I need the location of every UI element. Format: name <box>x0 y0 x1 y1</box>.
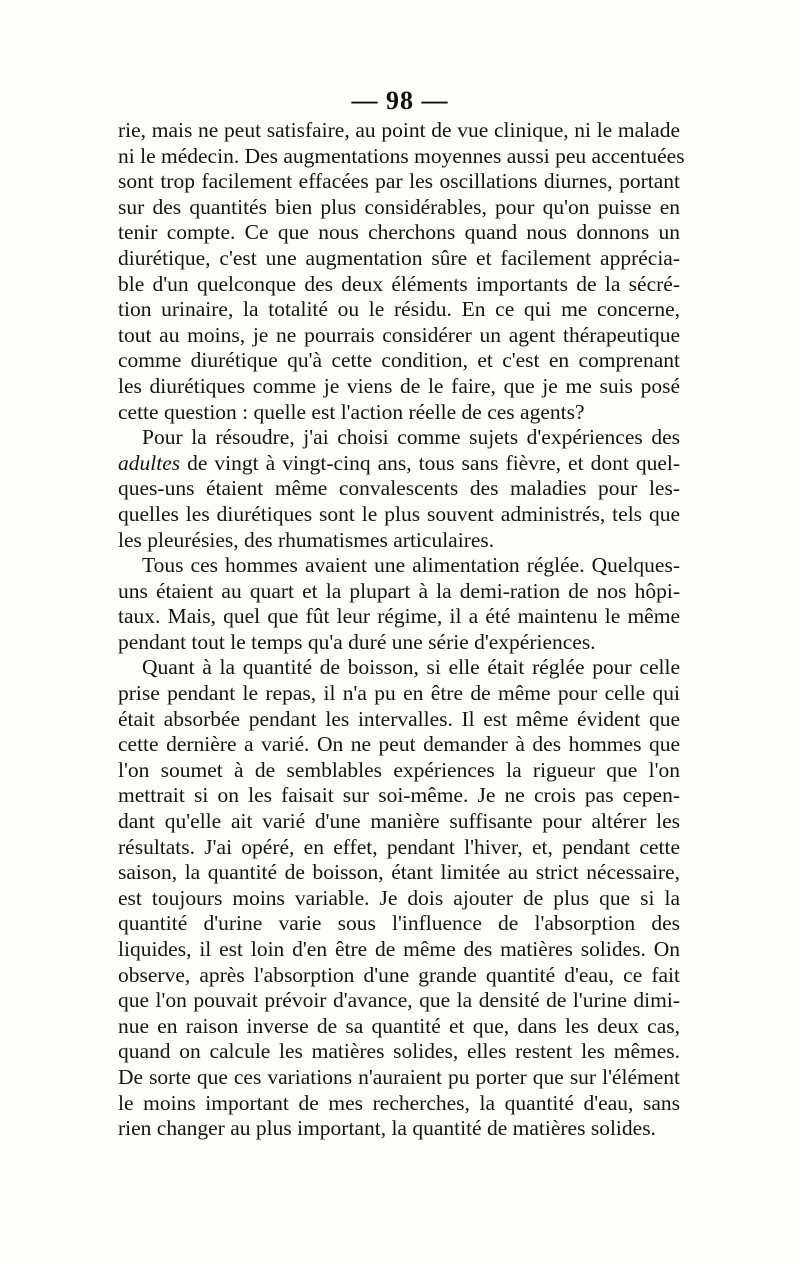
text-line: De sorte que ces variations n'auraient pu porter que sur l'élément <box>118 1064 680 1089</box>
text-line: rie, mais ne peut satisfaire, au point de vue clinique, ni le malade <box>118 118 680 142</box>
text-line: rien changer au plus important, la quantité de matières solides. <box>118 1116 656 1141</box>
text-line: Tous ces hommes avaient une alimentation réglée. Quelques- <box>142 553 680 578</box>
text-line: saison, la quantité de boisson, étant limitée au strict nécessaire, <box>118 860 680 885</box>
paragraph-1 <box>118 118 685 425</box>
paragraph-2 <box>118 425 680 553</box>
text-line: cette dernière a varié. On ne peut demander à des hommes que <box>118 732 680 757</box>
text-line: est toujours moins variable. Je dois ajouter de plus que si la <box>118 885 680 910</box>
text-line: nue en raison inverse de sa quantité et que, dans les deux cas, <box>118 1013 680 1038</box>
text-line: prise pendant le repas, il n'a pu en être de même pour celle qui <box>118 681 680 706</box>
text-line: observe, après l'absorption d'une grande quantité d'eau, ce fait <box>118 962 680 987</box>
body-text <box>118 118 685 1142</box>
text-line: diurétique, c'est une augmentation sûre et facilement apprécia- <box>118 245 680 270</box>
text-line: résultats. J'ai opéré, en effet, pendant l'hiver, et, pendant cette <box>118 834 680 859</box>
text-line: liquides, il est loin d'en être de même des matières solides. On <box>118 937 680 961</box>
text-line: uns étaient au quart et la plupart à la demi-ration de nos hôpi- <box>118 578 680 603</box>
text-line: dant qu'elle ait varié d'une manière suffisante pour altérer les <box>118 809 680 834</box>
text-line: était absorbée pendant les intervalles. Il est même évident que <box>118 706 680 731</box>
text-line: tenir compte. Ce que nous cherchons quand nous donnons un <box>118 220 680 245</box>
text-line: quelles les diurétiques sont le plus souvent administrés, tels que <box>118 501 680 526</box>
text-line: quand on calcule les matières solides, elles restent les mêmes. <box>118 1039 680 1064</box>
text-line: quantité d'urine varie sous l'influence de l'absorption des <box>118 911 680 936</box>
text-line: comme diurétique qu'à cette condition, et c'est en comprenant <box>118 348 680 373</box>
text-line: le moins important de mes recherches, la quantité d'eau, sans <box>118 1090 680 1115</box>
text-line: Quant à la quantité de boisson, si elle était réglée pour celle <box>142 655 680 680</box>
text-line: sur des quantités bien plus considérables, pour qu'on puisse en <box>118 194 680 219</box>
text-line: sont trop facilement effacées par les oscillations diurnes, portant <box>118 169 680 194</box>
page-number: — 98 — <box>351 86 449 115</box>
text-line: ques-uns étaient même convalescents des maladies pour les- <box>118 476 680 501</box>
text-fragment: de vingt à vingt-cinq ans, tous sans fièvre, et dont quel- <box>180 450 680 475</box>
text-line: pendant tout le temps qu'a duré une série d'expériences. <box>118 629 596 654</box>
text-line: cette question : quelle est l'action réelle de ces agents? <box>118 399 585 424</box>
text-line: les pleurésies, des rhumatismes articulaires. <box>118 527 495 552</box>
italic-word: adultes <box>118 450 181 475</box>
text-line-italic-start <box>118 451 680 477</box>
text-line: taux. Mais, quel que fût leur régime, il a été maintenu le même <box>118 604 680 629</box>
text-line: ni le médecin. Des augmentations moyennes aussi peu accentuées <box>118 143 685 168</box>
text-line: Pour la résoudre, j'ai choisi comme sujets d'expériences des <box>142 425 680 450</box>
paragraph-4 <box>118 655 680 1141</box>
text-line: tout au moins, je ne pourrais considérer un agent thérapeutique <box>118 322 680 347</box>
text-line: que l'on pouvait prévoir d'avance, que la densité de l'urine dimi- <box>118 988 680 1013</box>
text-line: ble d'un quelconque des deux éléments importants de la sécré- <box>118 271 680 296</box>
paragraph-3 <box>118 553 680 655</box>
text-line: l'on soumet à de semblables expériences la rigueur que l'on <box>118 757 680 782</box>
text-line: les diurétiques comme je viens de le faire, que je me suis posé <box>118 373 680 398</box>
text-line: mettrait si on les faisait sur soi-même. Je ne crois pas cepen- <box>118 783 680 808</box>
text-line: tion urinaire, la totalité ou le résidu. En ce qui me concerne, <box>118 297 680 322</box>
